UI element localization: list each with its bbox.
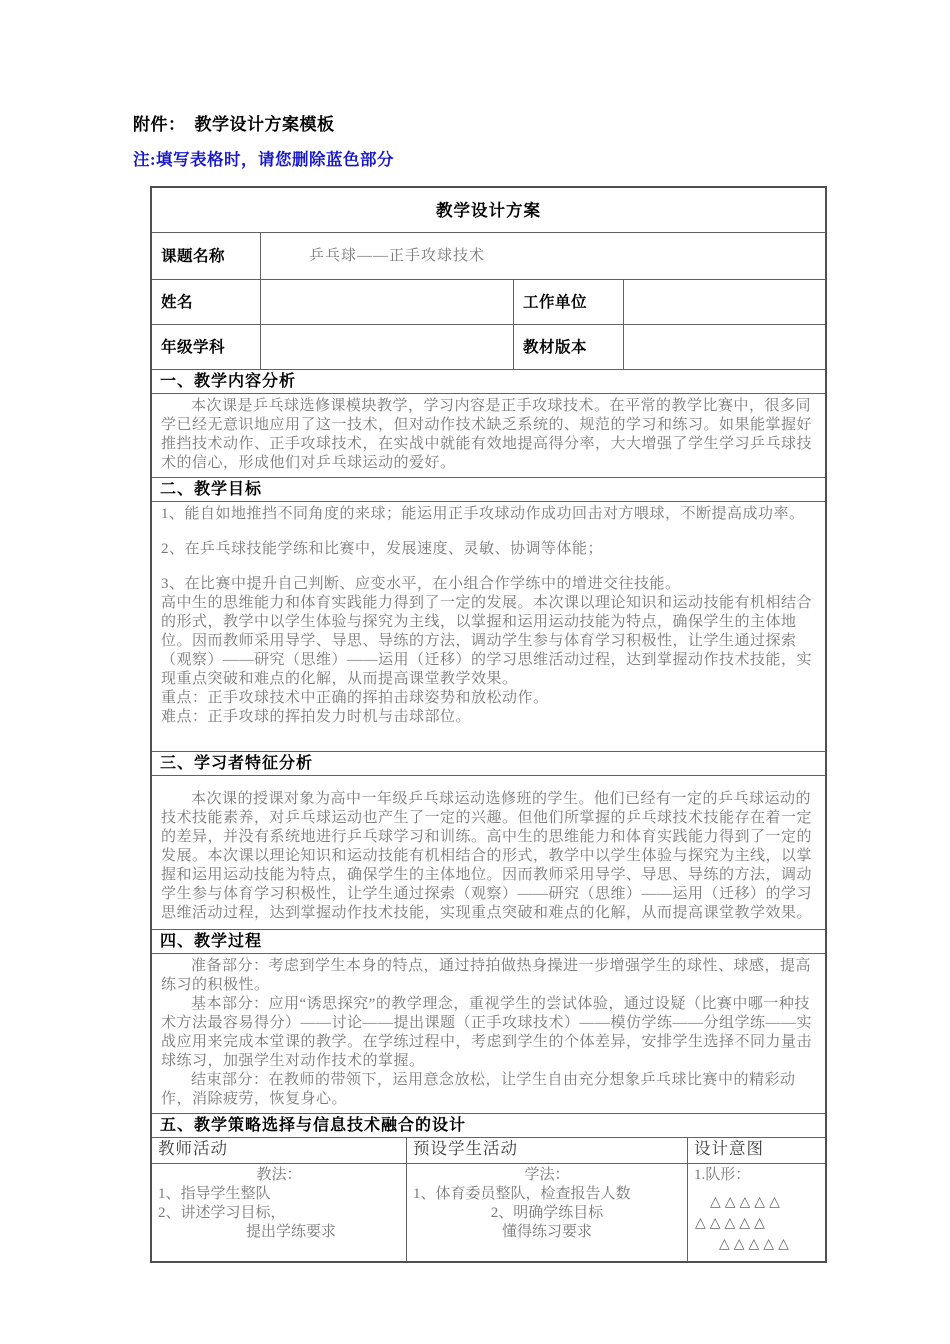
textbook-edition-label: 教材版本 bbox=[513, 325, 623, 369]
formation-triangles-row: △△△△△ bbox=[719, 1237, 793, 1252]
teacher-activity-line: 提出学练要求 bbox=[246, 1224, 337, 1240]
process-paragraph: 准备部分：考虑到学生本身的特点，通过持拍做热身操进一步增强学生的球性、球感，提高练习的积极性。 bbox=[161, 958, 812, 993]
topic-value: 乒乓球——正手攻球技术 bbox=[260, 233, 825, 279]
section-teaching-goals bbox=[152, 501, 825, 751]
section-heading-teaching-goals: 二、教学目标 bbox=[152, 477, 825, 501]
table-title-row bbox=[152, 188, 825, 232]
student-activity-line: 懂得练习要求 bbox=[501, 1224, 592, 1240]
teacher-activity-header: 教师活动 bbox=[158, 1139, 228, 1158]
difficult-point: 难点：正手攻球的挥拍发力时机与击球部位。 bbox=[161, 709, 472, 725]
section-heading-teaching-process: 四、教学过程 bbox=[152, 929, 825, 953]
topic-row bbox=[152, 232, 825, 279]
topic-label: 课题名称 bbox=[161, 247, 226, 265]
teacher-activity-cell bbox=[152, 1164, 406, 1261]
section-paragraph: 本次课的授课对象为高中一年级乒乓球运动选修班的学生。他们已经有一定的乒乓球运动的技术技能素养，对乒乓球运动也产生了一定的兴趣。但他们所掌握的乒乓球技术技能存在着一定的差异，并没有系统地进行乒乓球学习和训练。高中生的思维能力和体育实践能力得到了一定的发展。本次课以理论知识和运动技能有机相结合的形式，教学中以学生体验与探究为主线，以掌握和运用运动技能为特点，确保学生的主体地位。因而教师采用导学、导思、导练的方法，调动学生参与体育学习积极性，让学生通过探索（观察）——研究（思维）——运用（迁移）的学习思维活动过程，达到掌握动作技术技能，实现重点突破和难点的化解，从而提高课堂教学效果。 bbox=[161, 791, 813, 921]
goal-paragraph: 高中生的思维能力和体育实践能力得到了一定的发展。本次课以理论知识和运动技能有机相结合的形式，教学中以学生体验与探究为主线，以掌握和运用运动技能为特点，确保学生的主体地位。因而教师采用导学、导思、导练的方法，调动学生参与体育学习积极性，让学生通过探索（观察）——研究（思维）——运用（迁移）的学习思维活动过程，达到掌握动作技术技能，实现重点突破和难点的化解，从而提高课堂教学效果。 bbox=[161, 595, 813, 687]
process-paragraph: 基本部分：应用“诱思探究”的教学理念，重视学生的尝试体验，通过设疑（比赛中哪一种技术方法最容易得分）——讨论——提出课题（正手攻球技术）——模仿学练——分组学练——实战应用来完成本堂课的教学。在学练过程中，考虑到学生的个体差异，安排学生选择不同力量击球练习，加强学生对动作技术的掌握。 bbox=[161, 996, 813, 1069]
document-header bbox=[133, 110, 833, 170]
formation-triangles-row: △△△△△ bbox=[710, 1195, 784, 1210]
section-heading-content-analysis: 一、教学内容分析 bbox=[152, 369, 825, 393]
goal-item: 2、在乒乓球技能学练和比赛中，发展速度、灵敏、协调等体能； bbox=[161, 541, 604, 557]
strategy-header-row bbox=[152, 1137, 825, 1163]
grade-edition-row bbox=[152, 324, 825, 369]
strategy-content-row bbox=[152, 1163, 825, 1261]
section-teaching-process bbox=[152, 953, 825, 1113]
process-paragraph: 结束部分：在教师的带领下，运用意念放松，让学生自由充分想象乒乓球比赛中的精彩动作，消除疲劳，恢复身心。 bbox=[161, 1072, 796, 1107]
teaching-design-table bbox=[150, 186, 827, 1263]
name-field[interactable] bbox=[260, 280, 513, 324]
work-unit-field[interactable] bbox=[623, 280, 825, 324]
grade-subject-field[interactable] bbox=[260, 325, 513, 369]
teaching-method-label: 教法： bbox=[256, 1167, 302, 1183]
design-intent-header: 设计意图 bbox=[687, 1138, 825, 1163]
key-point: 重点：正手攻球技术中正确的挥拍击球姿势和放松动作。 bbox=[161, 690, 549, 706]
blue-instruction-note: 注:填写表格时，请您删除蓝色部分 bbox=[133, 150, 394, 169]
student-activity-cell bbox=[406, 1164, 687, 1261]
name-unit-row bbox=[152, 279, 825, 324]
section-learner-analysis bbox=[152, 775, 825, 929]
design-intent-cell bbox=[687, 1164, 825, 1261]
learning-method-label: 学法： bbox=[524, 1167, 570, 1183]
student-activity-header: 预设学生活动 bbox=[406, 1138, 687, 1163]
student-activity-line: 2、明确学练目标 bbox=[490, 1205, 604, 1221]
student-activity-line: 1、体育委员整队，检查报告人数 bbox=[413, 1186, 631, 1202]
formation-label: 1.队形： bbox=[694, 1167, 751, 1183]
name-label: 姓名 bbox=[161, 293, 194, 311]
goal-item: 3、在比赛中提升自己判断、应变水平，在小组合作学练中的增进交往技能。 bbox=[161, 576, 681, 592]
table-title: 教学设计方案 bbox=[436, 200, 541, 220]
teacher-activity-line: 2、讲述学习目标， bbox=[158, 1205, 286, 1221]
section-heading-learner-analysis: 三、学习者特征分析 bbox=[152, 751, 825, 775]
goal-item: 1、能自如地推挡不同角度的来球；能运用正手攻球动作成功回击对方喂球，不断提高成功率。 bbox=[161, 506, 805, 522]
textbook-edition-field[interactable] bbox=[623, 325, 825, 369]
work-unit-label: 工作单位 bbox=[513, 280, 623, 324]
section-content-analysis bbox=[152, 393, 825, 477]
grade-subject-label: 年级学科 bbox=[161, 338, 226, 356]
section-paragraph: 本次课是乒乓球选修课模块教学，学习内容是正手攻球技术。在平常的教学比赛中，很多同学已经无意识地应用了这一技术，但对动作技术缺乏系统的、规范的学习和练习。如果能掌握好推挡技术动作、正手攻球技术，在实战中就能有效地提高得分率，大大增强了学生学习乒乓球技术的信心，形成他们对乒乓球运动的爱好。 bbox=[161, 398, 813, 471]
teacher-activity-line: 1、指导学生整队 bbox=[158, 1186, 271, 1202]
attachment-title: 附件： 教学设计方案模板 bbox=[133, 115, 335, 134]
section-heading-strategy-design: 五、教学策略选择与信息技术融合的设计 bbox=[152, 1113, 825, 1137]
formation-triangles-row: △△△△△ bbox=[695, 1216, 769, 1231]
